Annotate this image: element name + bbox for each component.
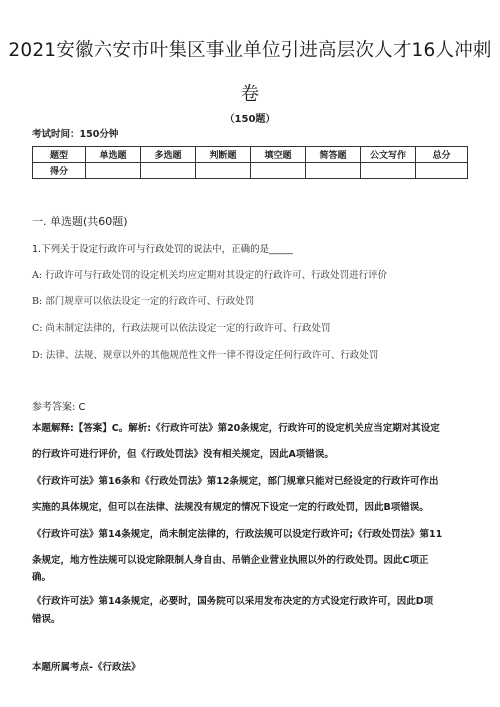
question-count: （150题） xyxy=(224,114,276,125)
score-row-label: 得分 xyxy=(33,163,86,179)
knowledge-point: 本题所属考点-《行政法》 xyxy=(32,662,141,673)
score-cell xyxy=(416,163,468,179)
option-a: A: 行政许可与行政处罚的设定机关均应定期对其设定的行政许可、行政处罚进行评价 xyxy=(32,270,388,281)
header-cell-type: 题型 xyxy=(33,147,86,163)
document-title-line1: 2021安徽六安市叶集区事业单位引进高层次人才16人冲刺 xyxy=(8,40,492,61)
score-cell xyxy=(361,163,416,179)
exam-time: 考试时间：150分钟 xyxy=(32,129,119,140)
header-cell-short: 简答题 xyxy=(306,147,361,163)
score-cell xyxy=(306,163,361,179)
score-cell xyxy=(86,163,141,179)
explanation-line: 的行政许可进行评价，但《行政处罚法》没有相关规定，因此A项错误。 xyxy=(32,449,334,460)
explanation-line: 确。 xyxy=(32,572,52,583)
option-b: B: 部门规章可以依法设定一定的行政许可、行政处罚 xyxy=(32,296,255,307)
header-cell-writing: 公文写作 xyxy=(361,147,416,163)
explanation-line: 《行政许可法》第16条和《行政处罚法》第12条规定，部门规章只能对已经设定的行政许可作出 xyxy=(32,476,439,487)
document-title-line2: 卷 xyxy=(240,84,260,105)
score-cell xyxy=(196,163,251,179)
score-table-score-row xyxy=(33,163,468,179)
explanation-line: 实施的具体规定，但可以在法律、法规没有规定的情况下设定一定的行政处罚，因此B项错误。 xyxy=(32,502,429,513)
header-cell-total: 总分 xyxy=(416,147,468,163)
score-cell xyxy=(141,163,196,179)
explanation-line: 错误。 xyxy=(32,614,61,625)
question-stem: 1.下列关于设定行政许可与行政处罚的说法中，正确的是_____ xyxy=(32,244,293,255)
section-title: 一. 单选题(共60题) xyxy=(32,215,128,228)
header-cell-judge: 判断题 xyxy=(196,147,251,163)
option-d: D: 法律、法规、规章以外的其他规范性文件一律不得设定任何行政许可、行政处罚 xyxy=(32,350,379,361)
reference-answer: 参考答案: C xyxy=(32,402,86,413)
header-cell-multi: 多选题 xyxy=(141,147,196,163)
explanation-line: 本题解释:【答案】C。解析:《行政许可法》第20条规定，行政许可的设定机关应当定期对其设定 xyxy=(32,423,440,434)
option-c: C: 尚未制定法律的，行政法规可以依法设定一定的行政许可、行政处罚 xyxy=(32,323,331,334)
score-table xyxy=(32,146,468,179)
explanation-line: 《行政许可法》第14条规定，尚未制定法律的，行政法规可以设定行政许可;《行政处罚法》第11 xyxy=(32,529,443,540)
explanation-line: 《行政许可法》第14条规定，必要时，国务院可以采用发布决定的方式设定行政许可，因此D项 xyxy=(32,596,434,607)
score-cell xyxy=(251,163,306,179)
header-cell-fill: 填空题 xyxy=(251,147,306,163)
score-table-header-row xyxy=(33,147,468,163)
explanation-line: 条规定，地方性法规可以设定除限制人身自由、吊销企业营业执照以外的行政处罚。因此C项正 xyxy=(32,555,429,566)
header-cell-single: 单选题 xyxy=(86,147,141,163)
